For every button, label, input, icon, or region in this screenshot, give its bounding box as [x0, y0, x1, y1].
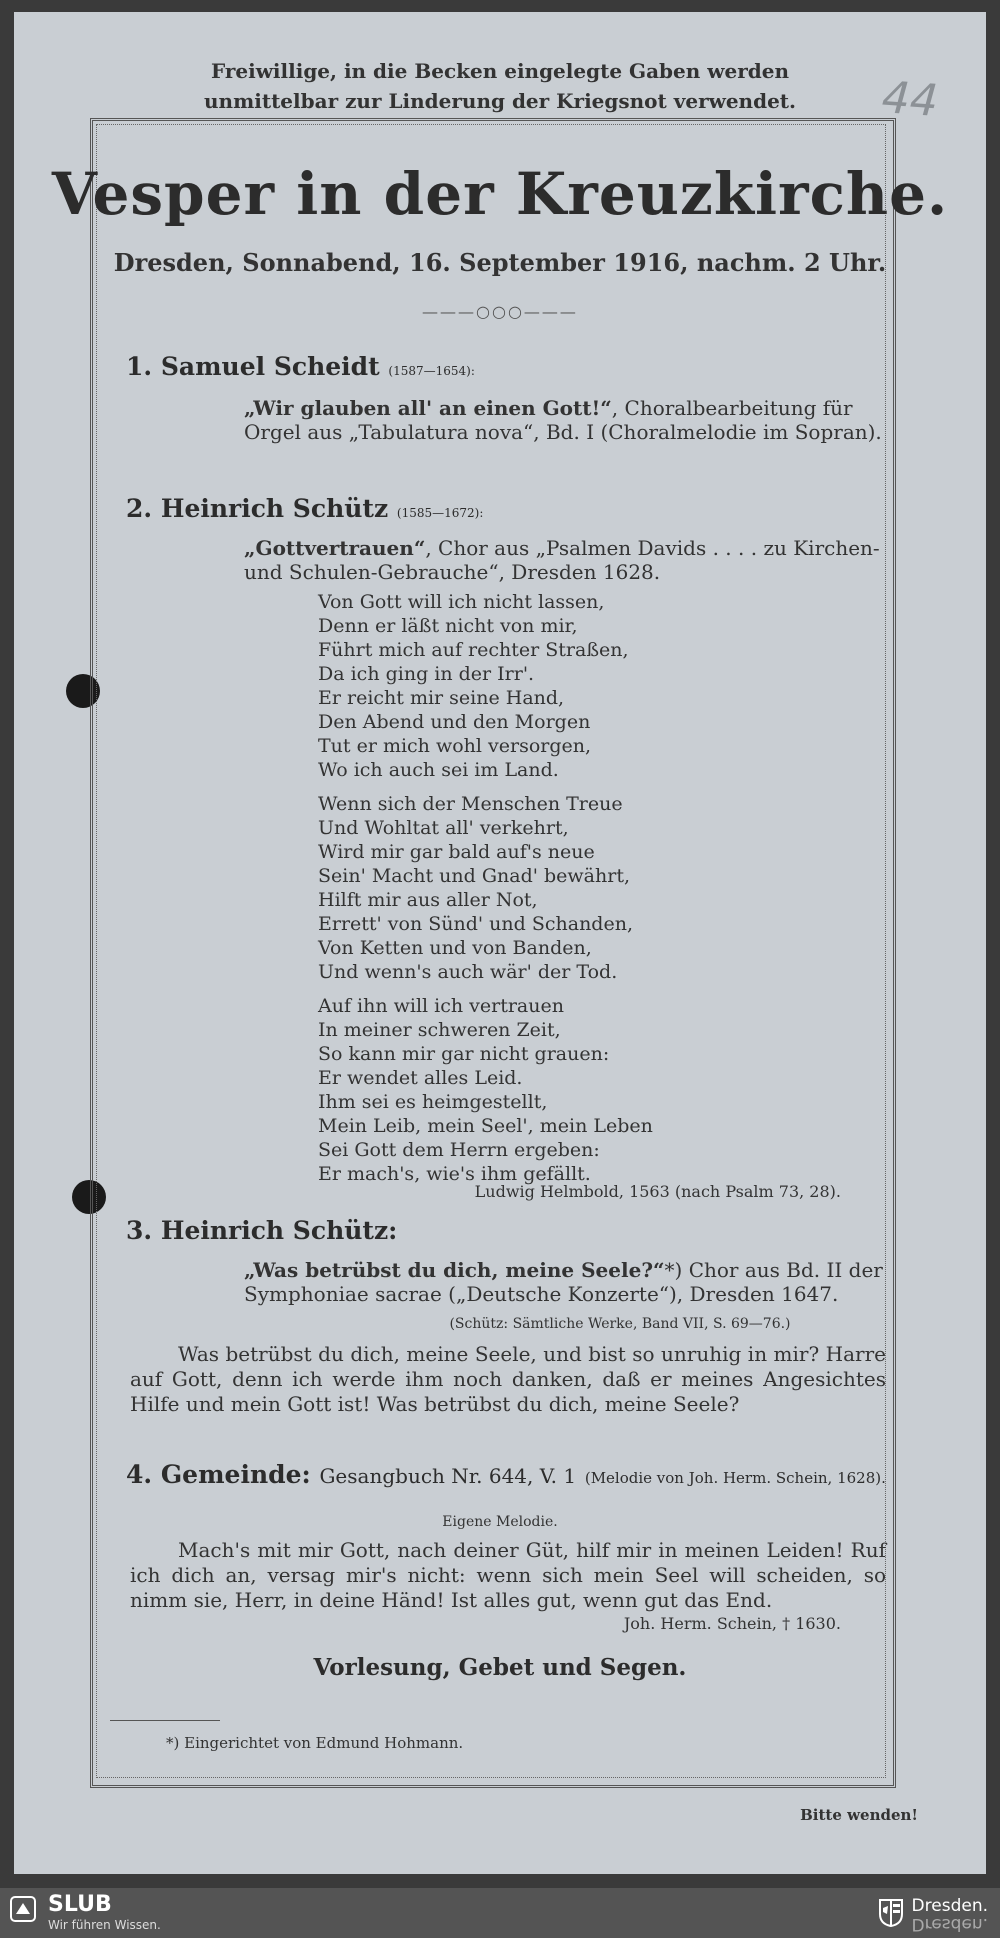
footnote-rule — [110, 1720, 220, 1721]
program-item-2-description: „Gottvertrauen“, Chor aus „Psalmen Davids . . . . zu Kirchen- und Schulen-Gebrauche“, Dresden 1628. — [244, 536, 880, 584]
poem-stanza: Wenn sich der Menschen Treue Und Wohltat all' verkehrt, Wird mir gar bald auf's neue Sein' Macht und Gnad' bewährt, Hilft mir aus aller Not, Errett' von Sünd' und Schanden, Von Ketten und von Banden, Und wenn's auch wär' der Tod. — [318, 793, 633, 983]
library-name: SLUB — [48, 1892, 112, 1917]
document-page — [14, 12, 986, 1874]
page-subtitle: Dresden, Sonnabend, 16. September 1916, nachm. 2 Uhr. — [113, 248, 887, 277]
program-item-4-melody-note: Eigene Melodie. — [442, 1514, 558, 1530]
slub-logo-icon — [10, 1896, 36, 1922]
poem-author: Ludwig Helmbold, 1563 (nach Psalm 73, 28). — [474, 1182, 841, 1201]
page-title: Vesper in der Kreuzkirche. — [51, 160, 949, 228]
program-item-4-heading: 4. Gemeinde: Gesangbuch Nr. 644, V. 1 (Melodie von Joh. Herm. Schein, 1628). — [126, 1460, 886, 1489]
poem-stanza: Auf ihn will ich vertrauen In meiner schweren Zeit, So kann mir gar nicht grauen: Er wendet alles Leid. Ihm sei es heimgestellt, Mein Leib, mein Seel', mein Leben Sei Gott dem Herrn ergeben: Er mach's, wie's ihm gefällt. — [318, 995, 653, 1185]
city-logo-reflection: Dresden. — [911, 1914, 988, 1934]
closing-line: Vorlesung, Gebet und Segen. — [313, 1654, 687, 1681]
library-tagline: Wir führen Wissen. — [48, 1918, 161, 1932]
program-item-4-text: Mach's mit mir Gott, nach deiner Güt, hilf mir in meinen Leiden! Ruf ich dich an, versag mir's nicht: wenn sich mein Seel will scheiden, so nimm sie, Herr, in deine Händ! Ist alles gut, wenn gut das End. — [130, 1538, 886, 1612]
program-item-2-heading: 2. Heinrich Schütz (1585—1672): — [126, 494, 484, 523]
pencil-mark: 44 — [880, 72, 940, 127]
program-item-3-text: Was betrübst du dich, meine Seele, und bist so unruhig in mir? Harre auf Gott, denn ich werde ihm noch danken, daß er meines Angesichtes Hilfe und mein Gott ist! Was betrübst du dich, meine Seele? — [130, 1342, 886, 1416]
footnote: *) Eingerichtet von Edmund Hohmann. — [166, 1734, 464, 1752]
turn-over-note: Bitte wenden! — [800, 1806, 918, 1824]
program-item-4-author: Joh. Herm. Schein, † 1630. — [623, 1614, 841, 1633]
program-item-3-heading: 3. Heinrich Schütz: — [126, 1216, 398, 1245]
program-item-3-description: „Was betrübst du dich, meine Seele?“*) Chor aus Bd. II der Symphoniae sacrae („Deutsche Konzerte“), Dresden 1647. — [244, 1258, 883, 1306]
footer-bar — [0, 1888, 1000, 1938]
program-item-1-description: „Wir glauben all' an einen Gott!“, Choralbearbeitung für Orgel aus „Tabulatura nova“, Bd. I (Choralmelodie im Sopran). — [244, 396, 882, 444]
city-logo-text: Dresden. — [911, 1896, 988, 1916]
program-item-3-source: (Schütz: Sämtliche Werke, Band VII, S. 69—76.) — [449, 1316, 791, 1332]
ornament-divider: ———○○○——— — [422, 302, 578, 321]
hymn-poem — [318, 590, 653, 1196]
header-note: Freiwillige, in die Becken eingelegte Gaben werden unmittelbar zur Linderung der Kriegsnot verwendet. — [203, 59, 796, 113]
poem-stanza: Von Gott will ich nicht lassen, Denn er läßt nicht von mir, Führt mich auf rechter Straßen, Da ich ging in der Irr'. Er reicht mir seine Hand, Den Abend und den Morgen Tut er mich wohl versorgen, Wo ich auch sei im Land. — [318, 591, 629, 781]
program-item-1-heading: 1. Samuel Scheidt (1587—1654): — [126, 352, 475, 381]
city-crest-icon — [878, 1898, 904, 1928]
